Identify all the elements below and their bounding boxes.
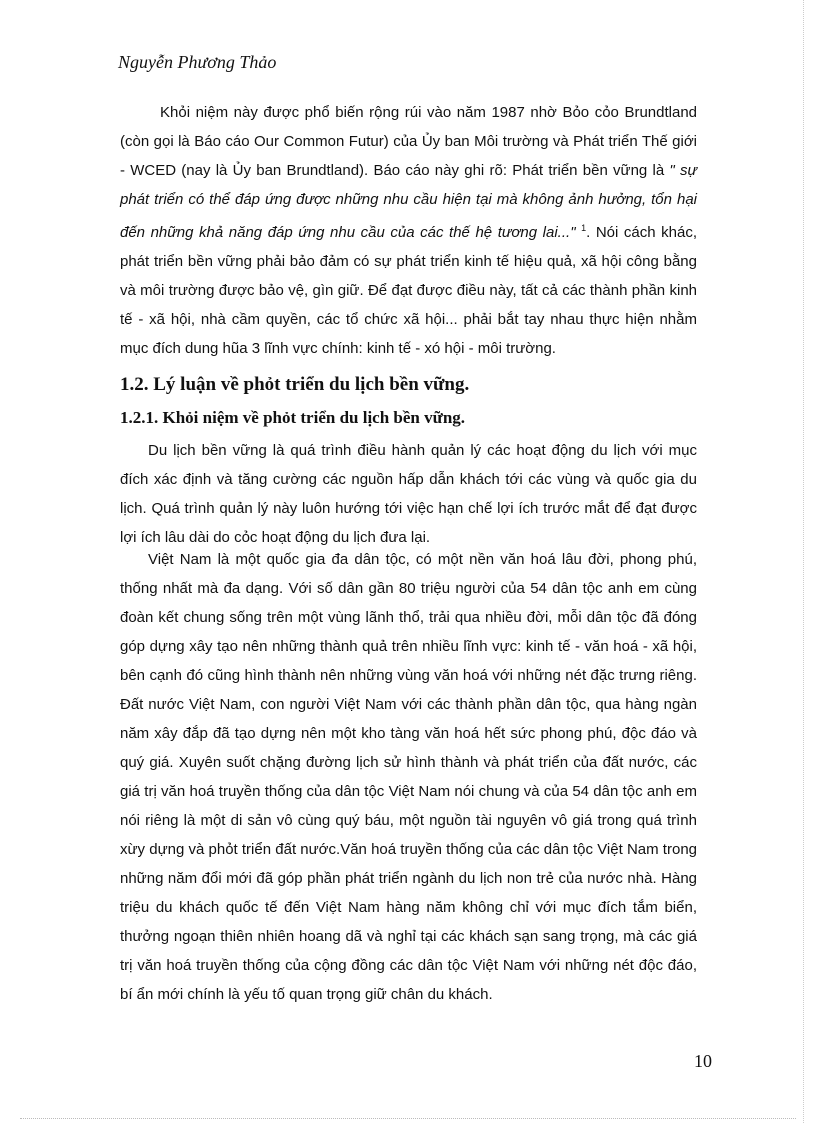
subsection-heading: 1.2.1. Khỏi niệm về phỏt triển du lịch bền vững. bbox=[120, 408, 466, 427]
paragraph-vietnam-culture-text: Việt Nam là một quốc gia đa dân tộc, có một nền văn hoá lâu đời, phong phú, thống nhất mà đa dạng. Với số dân gần 80 triệu người của 54 dân tộc anh em cùng đoàn kết chung sống trên một vùng lãnh thổ, trải qua nhiều đời, mỗi dân tộc đã đóng góp dựng xây tạo nên những thành quả trên nhiều lĩnh vực: kinh tế - văn hoá - xã hội, bên cạnh đó cũng hình thành nên những vùng văn hoá với những nét đặc trưng riêng. Đất nước Việt Nam, con người Việt Nam với các thành phần dân tộc, qua hàng ngàn năm xây đắp đã tạo dựng nên một kho tàng văn hoá hết sức phong phú, độc đáo và quý giá. Xuyên suốt chặng đường lịch sử hình thành và phát triển của đất nước, các giá trị văn hoá truyền thống của dân tộc Việt Nam nói chung và của 54 dân tộc anh em nói riêng là một di sản vô cùng quý báu, một nguồn tài nguyên vô giá trong quá trình xừy dựng và phỏt triển đất nước.Văn hoá truyền thống của các dân tộc Việt Nam trong những năm đổi mới đã góp phần phát triển ngành du lịch non trẻ của nước nhà. Hàng triệu du khách quốc tế đến Việt Nam hàng năm không chỉ với mục đích tắm biển, thưởng ngoạn thiên nhiên hoang dã và nghỉ tại các khách sạn sang trọng, mà các giá trị văn hoá truyền thống của cộng đồng các dân tộc Việt Nam với những nét độc đáo, bí ẩn mới chính là yếu tố quan trọng giữ chân du khách. bbox=[120, 551, 697, 1003]
footnote-marker[interactable]: 1 bbox=[581, 223, 587, 233]
page-number: 10 bbox=[694, 1051, 712, 1071]
brundtland-quote: " sự phát triển có thể đáp ứng được những nhu cầu hiện tại mà không ảnh hưởng, tổn hại đến những khả năng đáp ứng nhu cầu của các thế hệ tương lai..." bbox=[120, 162, 697, 241]
page-bottom-divider bbox=[20, 1118, 796, 1119]
running-header-author: Nguyễn Phương Thảo bbox=[118, 52, 277, 72]
paragraph-definition-rest: . Nói cách khác, phát triển bền vững phải bảo đảm có sự phát triển kinh tế hiệu quả, xã hội công bằng và môi trường được bảo vệ, gìn giữ. Để đạt được điều này, tất cả các thành phần kinh tế - xã hội, nhà cầm quyền, các tổ chức xã hội... phải bắt tay nhau thực hiện nhằm mục đích dung hũa 3 lĩnh vực chính: kinh tế - xó hội - môi trường. bbox=[120, 224, 697, 357]
paragraph-definition-intro: Khỏi niệm này được phổ biến rộng rúi vào năm 1987 nhờ Bỏo cỏo Brundtland (còn gọi là Báo cáo Our Common Futur) của Ủy ban Môi trường và Phát triển Thế giới - WCED (nay là Ủy ban Brundtland). Báo cáo này ghi rõ: Phát triển bền vững là bbox=[120, 104, 697, 179]
section-heading: 1.2. Lý luận về phỏt triển du lịch bền vững. bbox=[120, 374, 470, 395]
paragraph-definition bbox=[120, 98, 697, 363]
paragraph-sustainable-tourism bbox=[120, 436, 697, 552]
paragraph-vietnam-culture bbox=[120, 545, 697, 1009]
page-right-divider bbox=[803, 0, 804, 1123]
paragraph-sustainable-tourism-text: Du lịch bền vững là quá trình điều hành quản lý các hoạt động du lịch với mục đích xác định và tăng cường các nguồn hấp dẫn khách tới các vùng và quốc gia du lịch. Quá trình quản lý này luôn hướng tới việc hạn chế lợi ích trước mắt để đạt được lợi ích lâu dài do cỏc hoạt động du lịch đưa lại. bbox=[120, 442, 697, 546]
